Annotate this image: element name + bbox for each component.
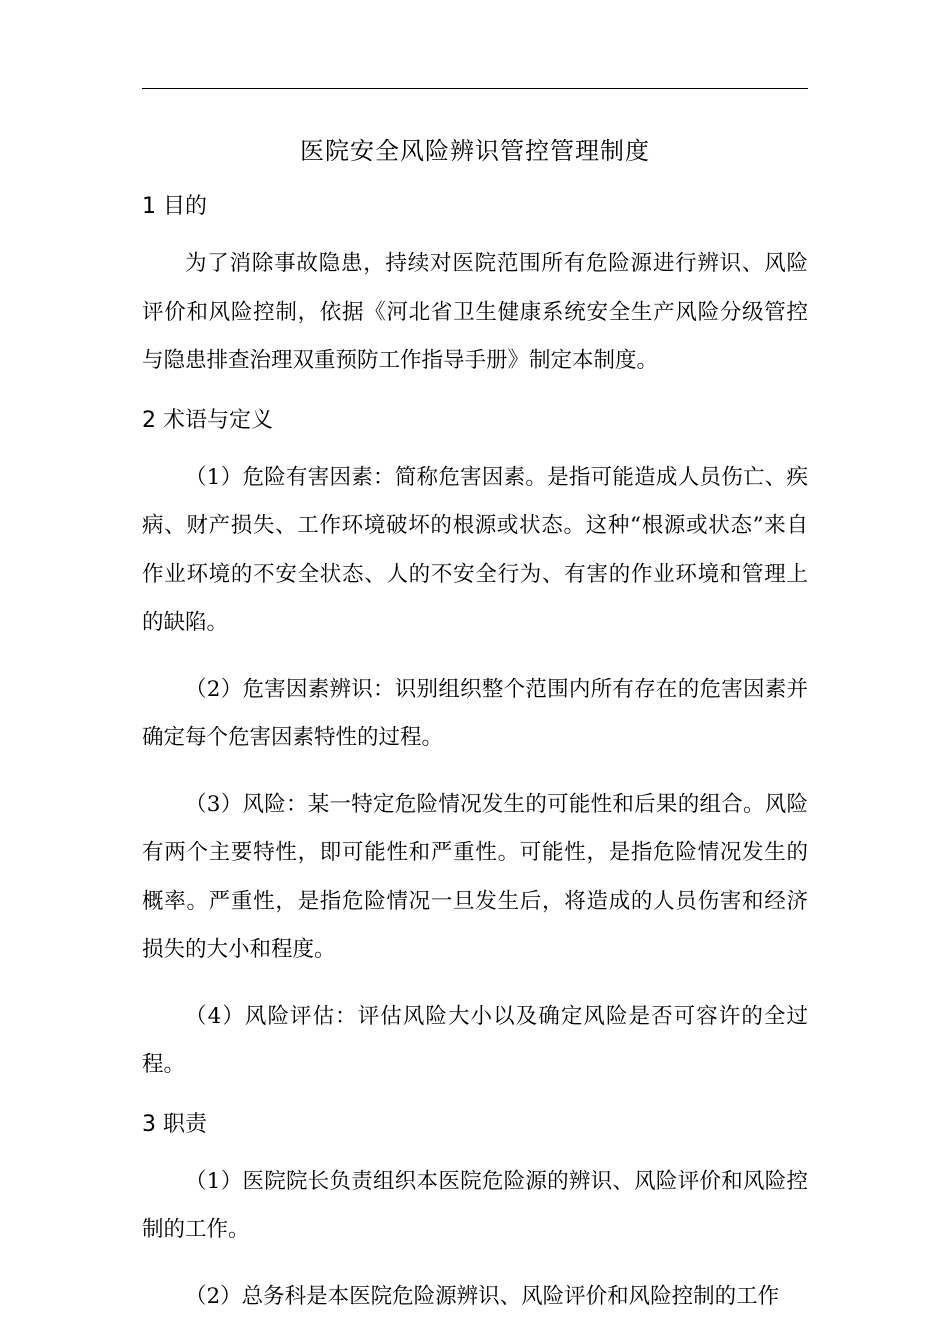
paragraph: 为了消除事故隐患，持续对医院范围所有危险源进行辨识、风险评价和风险控制，依据《河北省卫生健康系统安全生产风险分级管控与隐患排查治理双重预防工作指导手册》制定本制度。	[142, 251, 808, 373]
paragraph: （1）医院院长负责组织本医院危险源的辨识、风险评价和风险控制的工作。	[142, 1168, 808, 1242]
section-heading: 3 职责	[142, 1111, 207, 1137]
paragraph: （2）危害因素辨识：识别组织整个范围内所有存在的危害因素并确定每个危害因素特性的过程。	[142, 676, 808, 750]
section-responsibilities	[142, 1108, 808, 1322]
paragraph: （4）风险评估：评估风险大小以及确定风险是否可容许的全过程。	[142, 1003, 808, 1077]
paragraph: （2）总务科是本医院危险源辨识、风险评价和风险控制的工作	[185, 1283, 780, 1309]
document-body	[142, 190, 808, 1339]
paragraph: （3）风险：某一特定危险情况发生的可能性和后果的组合。风险有两个主要特性，即可能性和严重性。可能性，是指危险情况发生的概率。严重性，是指危险情况一旦发生后，将造成的人员伤害和经济损失的大小和程度。	[142, 791, 808, 962]
page-title: 医院安全风险辨识管控管理制度	[300, 137, 650, 165]
section-heading: 2 术语与定义	[142, 407, 273, 433]
section-purpose	[142, 190, 808, 386]
section-heading: 1 目的	[142, 194, 207, 219]
header-rule	[142, 88, 808, 89]
paragraph: （1）危险有害因素：简称危害因素。是指可能造成人员伤亡、疾病、财产损失、工作环境破坏的根源或状态。这种“根源或状态”来自作业环境的不安全状态、人的不安全行为、有害的作业环境和管理上的缺陷。	[142, 464, 808, 635]
section-terms-definitions	[142, 404, 808, 1090]
